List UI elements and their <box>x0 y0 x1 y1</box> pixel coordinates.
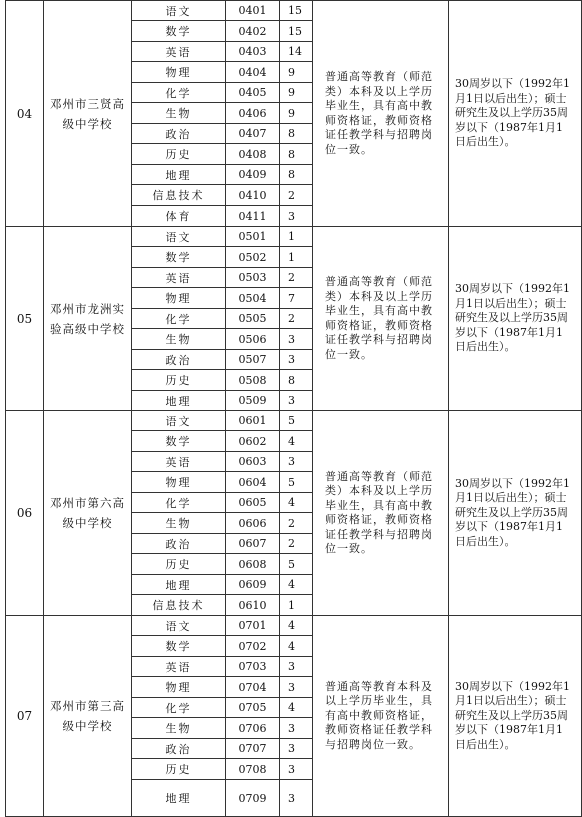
recruit-count: 3 <box>280 329 313 350</box>
subject-name: 化学 <box>132 698 226 718</box>
position-code: 0506 <box>226 329 280 350</box>
position-code: 0407 <box>226 124 280 144</box>
position-code: 0507 <box>226 350 280 370</box>
subject-name: 政治 <box>132 534 226 554</box>
recruit-count: 1 <box>280 227 313 247</box>
position-code: 0609 <box>226 575 280 595</box>
position-code: 0602 <box>226 431 280 452</box>
position-code: 0708 <box>226 759 280 780</box>
recruit-count: 9 <box>280 62 313 83</box>
position-code: 0608 <box>226 554 280 575</box>
subject-name: 物理 <box>132 677 226 698</box>
recruit-count: 1 <box>280 595 313 616</box>
recruit-count: 3 <box>280 206 313 227</box>
position-code: 0607 <box>226 534 280 554</box>
recruit-count: 3 <box>280 657 313 677</box>
position-code: 0405 <box>226 83 280 103</box>
subject-name: 物理 <box>132 472 226 493</box>
position-code: 0502 <box>226 247 280 268</box>
position-code: 0501 <box>226 227 280 247</box>
recruit-count: 3 <box>280 350 313 370</box>
group-code: 07 <box>6 616 44 817</box>
position-code: 0705 <box>226 698 280 718</box>
recruit-count: 9 <box>280 103 313 124</box>
recruit-count: 2 <box>280 534 313 554</box>
subject-name: 地理 <box>132 391 226 411</box>
education-requirement: 普通高等教育（师范类）本科及以上学历毕业生，具有高中教师资格证，教师资格证任教学科与招聘岗位一致。 <box>313 227 449 411</box>
position-code: 0408 <box>226 144 280 165</box>
school-name: 邓州市第三高级中学校 <box>44 616 132 817</box>
recruit-count: 15 <box>280 21 313 42</box>
table-row <box>6 1 582 21</box>
subject-name: 英语 <box>132 657 226 677</box>
recruit-count: 4 <box>280 431 313 452</box>
recruit-count: 3 <box>280 718 313 739</box>
subject-name: 英语 <box>132 42 226 62</box>
group-code: 06 <box>6 411 44 616</box>
recruit-count: 2 <box>280 268 313 288</box>
position-code: 0704 <box>226 677 280 698</box>
recruit-count: 3 <box>280 391 313 411</box>
recruit-count: 8 <box>280 144 313 165</box>
subject-name: 历史 <box>132 370 226 391</box>
subject-name: 信息技术 <box>132 595 226 616</box>
age-requirement: 30周岁以下（1992年1月1日以后出生）；硕士研究生及以上学历35周岁以下（1987年1月1日后出生）。 <box>449 411 582 616</box>
position-code: 0404 <box>226 62 280 83</box>
recruit-count: 3 <box>280 780 313 817</box>
position-code: 0503 <box>226 268 280 288</box>
subject-name: 化学 <box>132 83 226 103</box>
subject-name: 英语 <box>132 452 226 472</box>
position-code: 0605 <box>226 493 280 513</box>
position-code: 0603 <box>226 452 280 472</box>
school-name: 邓州市三贤高级中学校 <box>44 1 132 227</box>
group-code: 04 <box>6 1 44 227</box>
recruit-count: 5 <box>280 554 313 575</box>
position-code: 0701 <box>226 616 280 636</box>
position-code: 0505 <box>226 309 280 329</box>
recruit-count: 2 <box>280 513 313 534</box>
position-code: 0601 <box>226 411 280 431</box>
recruitment-table-container <box>5 0 582 817</box>
subject-name: 政治 <box>132 124 226 144</box>
recruit-count: 9 <box>280 83 313 103</box>
recruit-count: 5 <box>280 472 313 493</box>
subject-name: 语文 <box>132 411 226 431</box>
subject-name: 化学 <box>132 309 226 329</box>
recruit-count: 7 <box>280 288 313 309</box>
position-code: 0709 <box>226 780 280 817</box>
subject-name: 体育 <box>132 206 226 227</box>
position-code: 0504 <box>226 288 280 309</box>
position-code: 0606 <box>226 513 280 534</box>
group-code: 05 <box>6 227 44 411</box>
subject-name: 生物 <box>132 329 226 350</box>
education-requirement: 普通高等教育本科及以上学历毕业生，具有高中教师资格证，教师资格证任教学科与招聘岗位一致。 <box>313 616 449 817</box>
school-name: 邓州市龙洲实验高级中学校 <box>44 227 132 411</box>
recruit-count: 5 <box>280 411 313 431</box>
age-requirement: 30周岁以下（1992年1月1日以后出生）；硕士研究生及以上学历35周岁以下（1987年1月1日后出生）。 <box>449 1 582 227</box>
position-code: 0703 <box>226 657 280 677</box>
subject-name: 数学 <box>132 636 226 657</box>
subject-name: 语文 <box>132 616 226 636</box>
subject-name: 地理 <box>132 165 226 185</box>
subject-name: 物理 <box>132 288 226 309</box>
recruit-count: 2 <box>280 309 313 329</box>
recruit-count: 8 <box>280 124 313 144</box>
subject-name: 政治 <box>132 739 226 759</box>
position-code: 0402 <box>226 21 280 42</box>
recruit-count: 4 <box>280 698 313 718</box>
table-body <box>6 1 582 817</box>
education-requirement: 普通高等教育（师范类）本科及以上学历毕业生，具有高中教师资格证，教师资格证任教学科与招聘岗位一致。 <box>313 411 449 616</box>
subject-name: 信息技术 <box>132 185 226 206</box>
recruitment-table <box>5 0 582 817</box>
age-requirement: 30周岁以下（1992年1月1日以后出生）；硕士研究生及以上学历35周岁以下（1987年1月1日后出生）。 <box>449 616 582 817</box>
recruit-count: 4 <box>280 493 313 513</box>
recruit-count: 8 <box>280 165 313 185</box>
subject-name: 历史 <box>132 759 226 780</box>
position-code: 0403 <box>226 42 280 62</box>
subject-name: 物理 <box>132 62 226 83</box>
position-code: 0706 <box>226 718 280 739</box>
recruit-count: 3 <box>280 452 313 472</box>
recruit-count: 4 <box>280 636 313 657</box>
position-code: 0610 <box>226 595 280 616</box>
recruit-count: 14 <box>280 42 313 62</box>
recruit-count: 3 <box>280 739 313 759</box>
position-code: 0410 <box>226 185 280 206</box>
recruit-count: 2 <box>280 185 313 206</box>
subject-name: 历史 <box>132 554 226 575</box>
position-code: 0509 <box>226 391 280 411</box>
subject-name: 数学 <box>132 247 226 268</box>
subject-name: 地理 <box>132 575 226 595</box>
position-code: 0406 <box>226 103 280 124</box>
school-name: 邓州市第六高级中学校 <box>44 411 132 616</box>
recruit-count: 1 <box>280 247 313 268</box>
subject-name: 化学 <box>132 493 226 513</box>
subject-name: 政治 <box>132 350 226 370</box>
recruit-count: 4 <box>280 616 313 636</box>
table-row <box>6 411 582 431</box>
position-code: 0409 <box>226 165 280 185</box>
position-code: 0508 <box>226 370 280 391</box>
subject-name: 语文 <box>132 1 226 21</box>
subject-name: 数学 <box>132 431 226 452</box>
table-row <box>6 616 582 636</box>
recruit-count: 3 <box>280 677 313 698</box>
table-row <box>6 227 582 247</box>
recruit-count: 3 <box>280 759 313 780</box>
position-code: 0702 <box>226 636 280 657</box>
subject-name: 数学 <box>132 21 226 42</box>
subject-name: 生物 <box>132 103 226 124</box>
subject-name: 地理 <box>132 780 226 817</box>
position-code: 0411 <box>226 206 280 227</box>
recruit-count: 8 <box>280 370 313 391</box>
recruit-count: 4 <box>280 575 313 595</box>
recruit-count: 15 <box>280 1 313 21</box>
position-code: 0707 <box>226 739 280 759</box>
education-requirement: 普通高等教育（师范类）本科及以上学历毕业生，具有高中教师资格证，教师资格证任教学科与招聘岗位一致。 <box>313 1 449 227</box>
subject-name: 语文 <box>132 227 226 247</box>
subject-name: 生物 <box>132 513 226 534</box>
position-code: 0604 <box>226 472 280 493</box>
position-code: 0401 <box>226 1 280 21</box>
subject-name: 生物 <box>132 718 226 739</box>
age-requirement: 30周岁以下（1992年1月1日以后出生）；硕士研究生及以上学历35周岁以下（1987年1月1日后出生）。 <box>449 227 582 411</box>
subject-name: 历史 <box>132 144 226 165</box>
subject-name: 英语 <box>132 268 226 288</box>
